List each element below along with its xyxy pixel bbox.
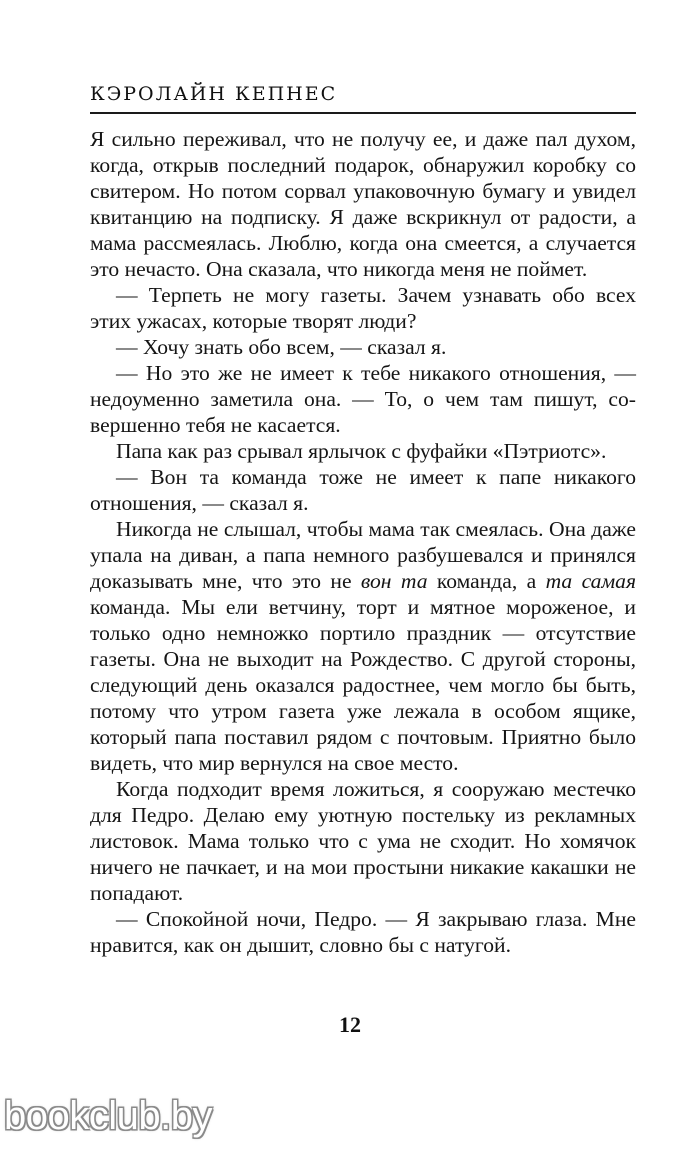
paragraph-text: — Спокойной ночи, Педро. — Я закрываю глаза. Мне нравится, как он дышит, словно бы с натугой. bbox=[90, 907, 636, 957]
paragraph-text: команда, а bbox=[427, 569, 546, 593]
author-name: КЭРОЛАЙН КЕПНЕС bbox=[90, 83, 338, 105]
paragraph-text: Никогда не слышал, чтобы мама так смеялась. Она даже упала на диван, а папа немного разбушевался и принялся доказывать мне, что это не bbox=[90, 517, 636, 593]
paragraph-text: — Но это же не имеет к тебе никакого отношения, — недоуменно заметила она. — То, о чем там пишут, совершенно тебя не касается. bbox=[90, 361, 636, 437]
paragraph-text: команда. Мы ели ветчину, торт и мятное мороженое, и только одно немножко портило праздник — отсутствие газеты. Она не выходит на Рождество. С другой стороны, следующий день оказался радостнее, чем могло бы быть, потому что утром газета уже лежала в особом ящике, который папа поставил рядом с почтовым. Приятно было видеть, что мир вернулся на свое место. bbox=[90, 595, 636, 775]
paragraph-text: — Хочу знать обо всем, — сказал я. bbox=[116, 335, 447, 359]
paragraph bbox=[90, 464, 636, 516]
page-number: 12 bbox=[339, 1012, 361, 1037]
body-text bbox=[90, 126, 636, 958]
paragraph bbox=[90, 334, 636, 360]
paragraph bbox=[90, 126, 636, 282]
watermark-logo: bookclub.by bbox=[4, 1094, 212, 1138]
paragraph-text: Папа как раз срывал ярлычок с фуфайки «Пэтриотс». bbox=[116, 439, 607, 463]
paragraph-text: Я сильно переживал, что не получу ее, и даже пал духом, когда, открыв последний подарок, обнаружил коробку со свитером. Но потом сорвал упаковочную бумагу и увидел квитанцию на подписку. Я даже вскрикнул от радости, а мама рассмеялась. Люблю, когда она смеется, а случается это нечасто. Она сказала, что никогда меня не поймет. bbox=[90, 127, 636, 281]
paragraph bbox=[90, 282, 636, 334]
paragraph bbox=[90, 438, 636, 464]
italic-text: вон та bbox=[360, 569, 428, 593]
paragraph bbox=[90, 776, 636, 906]
paragraph-text: — Вон та команда тоже не имеет к папе никакого отношения, — сказал я. bbox=[90, 465, 636, 515]
running-header bbox=[90, 82, 636, 114]
italic-text: та самая bbox=[545, 569, 637, 593]
paragraph bbox=[90, 906, 636, 958]
paragraph-text: — Терпеть не могу газеты. Зачем узнавать обо всех этих ужасах, которые творят люди? bbox=[90, 283, 636, 333]
paragraph bbox=[90, 516, 636, 776]
paragraph-text: Когда подходит время ложиться, я сооружаю местечко для Педро. Делаю ему уютную постельку из рекламных листовок. Мама только что с ума не сходит. Но хомячок ничего не пачкает, и на мои простыни никакие какашки не попадают. bbox=[90, 777, 636, 905]
paragraph bbox=[90, 360, 636, 438]
